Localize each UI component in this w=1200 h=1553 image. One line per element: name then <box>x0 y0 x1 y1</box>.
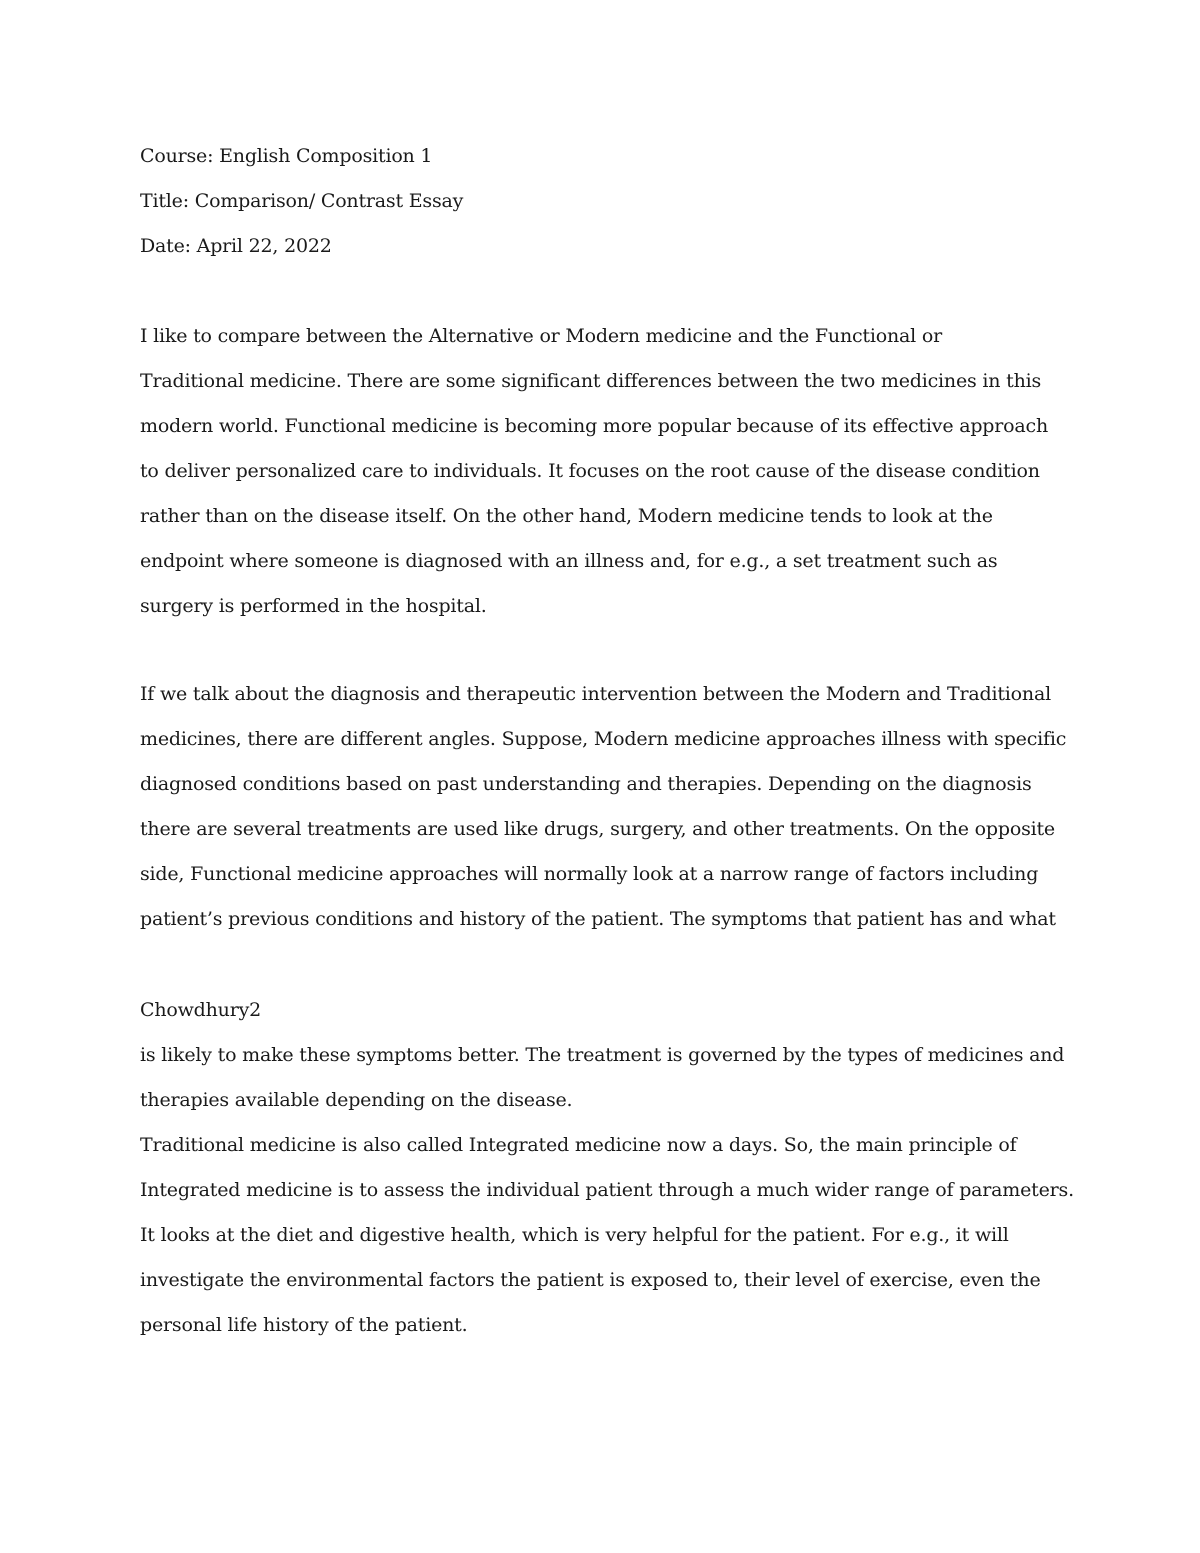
date-line: Date: April 22, 2022 <box>140 235 332 257</box>
paragraph-line: patient’s previous conditions and history of the patient. The symptoms that patient has and what <box>140 908 1056 930</box>
paragraph-line: diagnosed conditions based on past understanding and therapies. Depending on the diagnosis <box>140 773 1032 795</box>
paragraph-line: therapies available depending on the disease. <box>140 1089 573 1111</box>
paragraph-line: Traditional medicine is also called Integrated medicine now a days. So, the main principle of <box>140 1134 1017 1156</box>
paragraph-line: If we talk about the diagnosis and therapeutic intervention between the Modern and Traditional <box>140 683 1051 705</box>
paragraph-1 <box>140 314 1080 629</box>
paragraph-line: to deliver personalized care to individuals. It focuses on the root cause of the disease condition <box>140 460 1040 482</box>
paragraph-line: personal life history of the patient. <box>140 1314 468 1336</box>
paragraph-line: modern world. Functional medicine is becoming more popular because of its effective approach <box>140 415 1048 437</box>
paragraph-line: surgery is performed in the hospital. <box>140 595 487 617</box>
paragraph-line: rather than on the disease itself. On the other hand, Modern medicine tends to look at the <box>140 505 993 527</box>
paragraph-line: is likely to make these symptoms better. The treatment is governed by the types of medicines and <box>140 1044 1065 1066</box>
paragraph-line: Traditional medicine. There are some significant differences between the two medicines in this <box>140 370 1042 392</box>
paragraph-line: Integrated medicine is to assess the individual patient through a much wider range of parameters. <box>140 1179 1074 1201</box>
document-header <box>140 134 1080 269</box>
page-2-content <box>140 988 1080 1348</box>
paragraph-line: It looks at the diet and digestive health, which is very helpful for the patient. For e.g., it will <box>140 1224 1009 1246</box>
paragraph-2 <box>140 672 1080 942</box>
running-page-header: Chowdhury2 <box>140 999 262 1021</box>
paragraph-line: there are several treatments are used like drugs, surgery, and other treatments. On the opposite <box>140 818 1055 840</box>
paragraph-line: side, Functional medicine approaches will normally look at a narrow range of factors including <box>140 863 1039 885</box>
title-line: Title: Comparison/ Contrast Essay <box>140 190 464 212</box>
paragraph-line: endpoint where someone is diagnosed with an illness and, for e.g., a set treatment such as <box>140 550 998 572</box>
course-line: Course: English Composition 1 <box>140 145 433 167</box>
paragraph-line: investigate the environmental factors the patient is exposed to, their level of exercise, even the <box>140 1269 1041 1291</box>
paragraph-line: medicines, there are different angles. Suppose, Modern medicine approaches illness with specific <box>140 728 1067 750</box>
paragraph-line: I like to compare between the Alternative or Modern medicine and the Functional or <box>140 325 942 347</box>
